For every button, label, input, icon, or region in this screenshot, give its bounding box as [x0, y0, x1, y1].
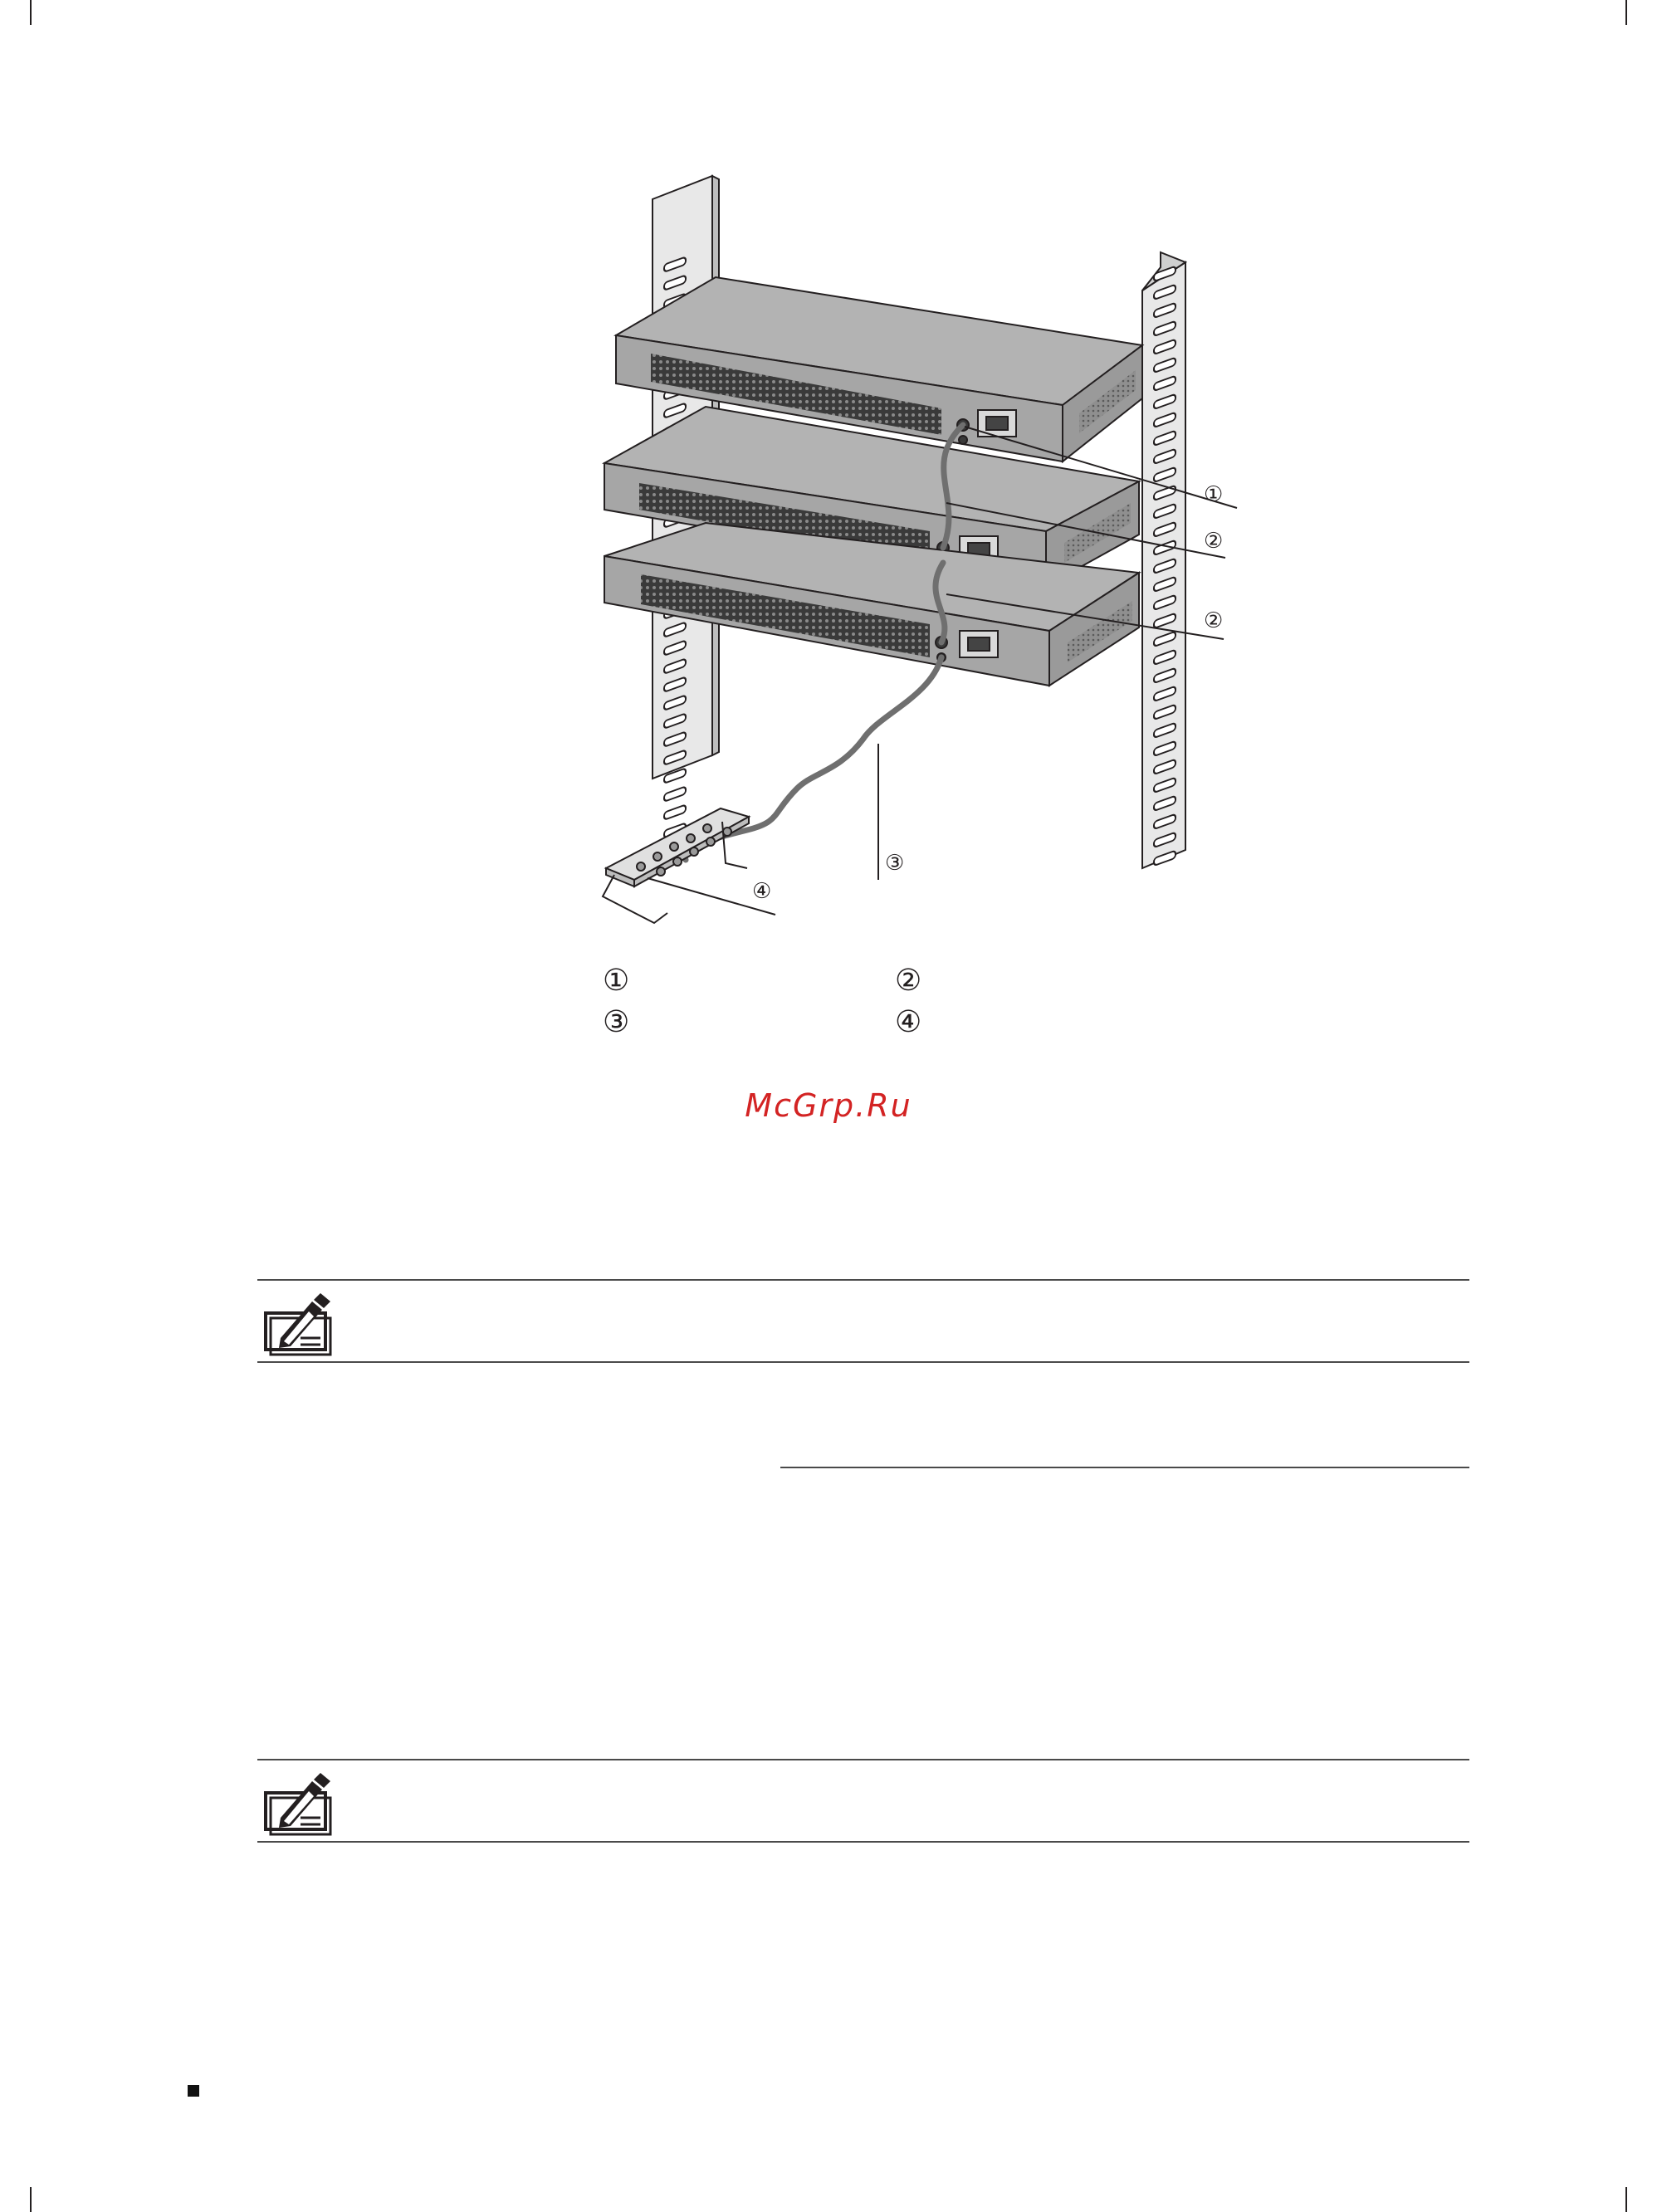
note2-top-rule [257, 1759, 1469, 1760]
legend-num-2: ② [895, 964, 922, 998]
callout-2a: ② [1204, 529, 1224, 554]
crop-mark-bottom-right [1625, 2187, 1627, 2212]
callout-1: ① [1204, 482, 1224, 507]
rail-slot [664, 804, 686, 819]
legend-num-4: ④ [895, 1005, 922, 1039]
note-pencil-icon [262, 1292, 339, 1358]
rail-slot [664, 786, 686, 801]
callout-2b: ② [1204, 608, 1224, 633]
grounding-bar [603, 808, 749, 923]
page-marker [188, 2085, 199, 2097]
note-pencil-icon [262, 1771, 339, 1838]
right-rack-rail [1142, 252, 1185, 868]
legend-num-1: ① [603, 964, 630, 998]
crop-mark-bottom-left [30, 2187, 32, 2212]
note2-bottom-rule [257, 1841, 1469, 1843]
watermark: McGrp.Ru [745, 1087, 912, 1124]
note1-bottom-rule [257, 1361, 1469, 1363]
legend-num-3: ③ [603, 1005, 630, 1039]
note1-top-rule [257, 1279, 1469, 1281]
callout-4: ④ [752, 879, 772, 904]
callout-3: ③ [885, 851, 905, 876]
section-divider [780, 1467, 1469, 1468]
rack-grounding-diagram [0, 0, 1657, 1079]
